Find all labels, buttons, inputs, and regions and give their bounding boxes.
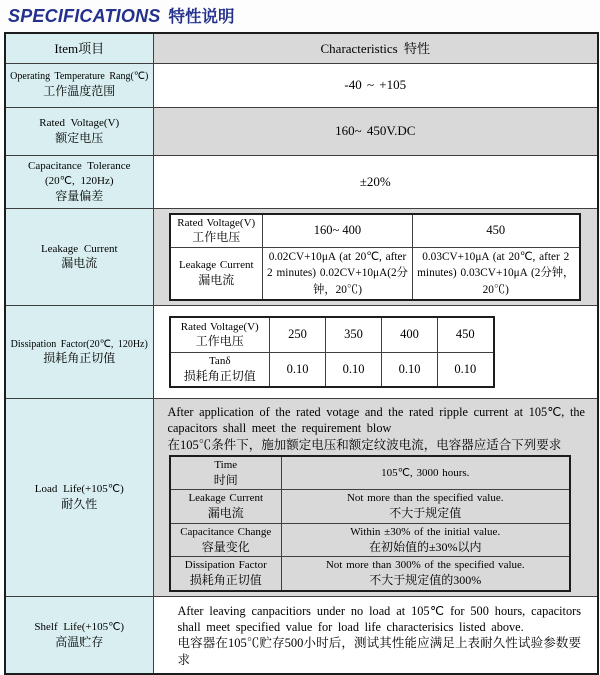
load-life-capacitance-value-en: Within ±30% of the initial value.	[350, 525, 501, 538]
page-title-en: SPECIFICATIONS	[8, 6, 161, 26]
load-life-capacitance-header	[170, 523, 282, 556]
capacitance-tolerance-label-zh: 容量偏差	[55, 188, 104, 203]
load-life-label-en: Load Life(+105℃)	[34, 483, 124, 496]
rated-voltage-label-cell	[5, 107, 153, 155]
shelf-life-value-cell	[153, 596, 598, 674]
leakage-current-label-en: Leakage Current	[40, 242, 118, 255]
load-life-capacitance-value	[282, 523, 570, 556]
dissipation-tan-value-400: 0.10	[382, 352, 438, 387]
load-life-leakage-value	[282, 490, 570, 523]
dissipation-tan-row	[170, 352, 494, 387]
load-life-capacitance-value-zh: 在初始值的±30%以内	[368, 539, 482, 554]
shelf-life-text-en: After leaving canpacitiors under no load at 105℃ for 500 hours, capacitors shall meet specified value for load life characterisics listed above.	[177, 603, 581, 634]
leakage-formula-450: 0.03CV+10μA (at 20℃, after 2 minutes) 0.03CV+10μA (2分钟，20℃)	[413, 247, 580, 300]
row-operating-temperature	[5, 63, 598, 107]
load-life-capacitance-zh: 容量变化	[201, 539, 250, 554]
leakage-current-en: Leakage Current	[178, 259, 254, 272]
leakage-current-label-zh: 漏电流	[61, 256, 98, 271]
leakage-voltage-range-2: 450	[413, 214, 580, 248]
dissipation-tan-header	[170, 352, 270, 387]
shelf-life-label-cell	[5, 596, 153, 674]
rated-voltage-label-en: Rated Voltage(V)	[39, 116, 120, 129]
capacitance-tolerance-label-cell	[5, 155, 153, 208]
header-characteristics-cell	[153, 33, 598, 63]
dissipation-factor-table	[169, 316, 495, 388]
rated-voltage-label-zh: 额定电压	[55, 130, 104, 145]
dissipation-rated-voltage-en: Rated Voltage(V)	[180, 320, 259, 333]
load-life-table	[169, 455, 571, 592]
dissipation-tan-zh: 损耗角正切值	[183, 368, 256, 383]
load-life-intro	[168, 404, 586, 453]
dissipation-voltage-350: 350	[326, 317, 382, 352]
dissipation-factor-value-cell	[153, 306, 598, 399]
header-item-label: Item项目	[54, 41, 105, 57]
header-item-cell	[5, 33, 153, 63]
dissipation-voltage-250: 250	[270, 317, 326, 352]
dissipation-voltage-450: 450	[438, 317, 494, 352]
row-capacitance-tolerance	[5, 155, 598, 208]
load-life-leakage-en: Leakage Current	[188, 492, 264, 505]
dissipation-rated-voltage-zh: 工作电压	[195, 334, 244, 349]
load-life-intro-en: After application of the rated votage and the rated ripple current at 105℃, the capacitors shall meet the requirement blow	[167, 405, 585, 436]
header-characteristics-label: Characteristics 特性	[320, 41, 430, 57]
shelf-life-label-zh: 高温贮存	[55, 634, 104, 649]
dissipation-tan-en: Tanδ	[208, 355, 231, 368]
dissipation-voltage-row	[170, 317, 494, 352]
load-life-intro-zh: 在105℃条件下，施加额定电压和额定纹波电流，电容器应适合下列要求	[167, 437, 562, 452]
capacitance-tolerance-label-en1: Capacitance Tolerance	[28, 159, 131, 172]
load-life-value-cell	[153, 399, 598, 597]
leakage-formula-160-400: 0.02CV+10μA (at 20℃, after 2 minutes) 0.02CV+10μA(2分钟，20℃)	[263, 247, 413, 300]
shelf-life-label-en: Shelf Life(+105℃)	[34, 620, 125, 633]
operating-temperature-label-en: Operating Temperature Rang(℃)	[10, 71, 149, 83]
load-life-dissipation-value-zh: 不大于规定值的300%	[369, 573, 482, 588]
table-header-row	[5, 33, 598, 63]
leakage-rated-voltage-header	[170, 214, 263, 248]
page-title-zh: 特性说明	[168, 7, 235, 26]
dissipation-rated-voltage-header	[170, 317, 270, 352]
shelf-life-text-zh: 电容器在105℃贮存500小时后，测试其性能应满足上表耐久性试验参数要求	[177, 636, 581, 667]
load-life-dissipation-zh: 损耗角正切值	[189, 573, 262, 588]
leakage-value-row	[170, 247, 580, 300]
leakage-current-table	[169, 213, 581, 302]
leakage-current-value-cell	[153, 208, 598, 306]
rated-voltage-value: 160~ 450V.DC	[335, 123, 416, 138]
load-life-dissipation-en: Dissipation Factor	[184, 559, 267, 572]
dissipation-tan-value-350: 0.10	[326, 352, 382, 387]
load-life-time-en: Time	[214, 459, 238, 471]
specifications-table	[4, 32, 599, 675]
capacitance-tolerance-label-en2: (20℃, 120Hz)	[44, 174, 114, 187]
load-life-capacitance-row	[170, 523, 570, 556]
page-title	[8, 3, 234, 27]
load-life-time-row	[170, 456, 570, 490]
leakage-rated-voltage-en: Rated Voltage(V)	[177, 216, 256, 229]
row-leakage-current	[5, 208, 598, 306]
load-life-label-zh: 耐久性	[61, 497, 98, 512]
load-life-time-header	[170, 456, 282, 490]
shelf-life-text	[178, 603, 582, 668]
load-life-dissipation-value	[282, 557, 570, 591]
dissipation-tan-value-250: 0.10	[270, 352, 326, 387]
dissipation-factor-label-cell	[5, 306, 153, 399]
capacitance-tolerance-value-cell	[153, 155, 598, 208]
dissipation-factor-label-zh: 损耗角正切值	[43, 351, 116, 366]
dissipation-voltage-400: 400	[382, 317, 438, 352]
load-life-leakage-header	[170, 490, 282, 523]
row-rated-voltage	[5, 107, 598, 155]
row-dissipation-factor	[5, 306, 598, 399]
leakage-current-label-cell	[5, 208, 153, 306]
row-load-life	[5, 399, 598, 597]
operating-temperature-value-cell	[153, 63, 598, 107]
dissipation-factor-label-en: Dissipation Factor(20℃, 120Hz)	[10, 338, 148, 350]
capacitance-tolerance-value: ±20%	[359, 173, 391, 189]
rated-voltage-value-cell	[153, 107, 598, 155]
load-life-dissipation-value-en: Not more than 300% of the specified value.	[325, 559, 525, 572]
load-life-leakage-value-en: Not more than the specified value.	[346, 492, 504, 505]
operating-temperature-label-cell	[5, 63, 153, 107]
leakage-current-zh: 漏电流	[198, 273, 235, 288]
load-life-label-cell	[5, 399, 153, 597]
operating-temperature-value: -40 ~ +105	[344, 77, 407, 92]
load-life-leakage-value-zh: 不大于规定值	[389, 506, 462, 521]
load-life-time-value	[282, 456, 570, 490]
leakage-voltage-row	[170, 214, 580, 248]
load-life-dissipation-row	[170, 557, 570, 591]
load-life-capacitance-en: Capacitance Change	[180, 525, 272, 538]
load-life-leakage-zh: 漏电流	[207, 506, 244, 521]
operating-temperature-label-zh: 工作温度范围	[43, 83, 116, 98]
load-life-leakage-row	[170, 490, 570, 523]
dissipation-tan-value-450: 0.10	[438, 352, 494, 387]
leakage-voltage-range-1: 160~ 400	[263, 214, 413, 248]
load-life-dissipation-header	[170, 557, 282, 591]
load-life-time-value-en: 105℃, 3000 hours.	[381, 466, 470, 479]
leakage-current-header	[170, 247, 263, 300]
load-life-time-zh: 时间	[213, 472, 238, 487]
leakage-rated-voltage-zh: 工作电压	[192, 230, 241, 245]
row-shelf-life	[5, 596, 598, 674]
